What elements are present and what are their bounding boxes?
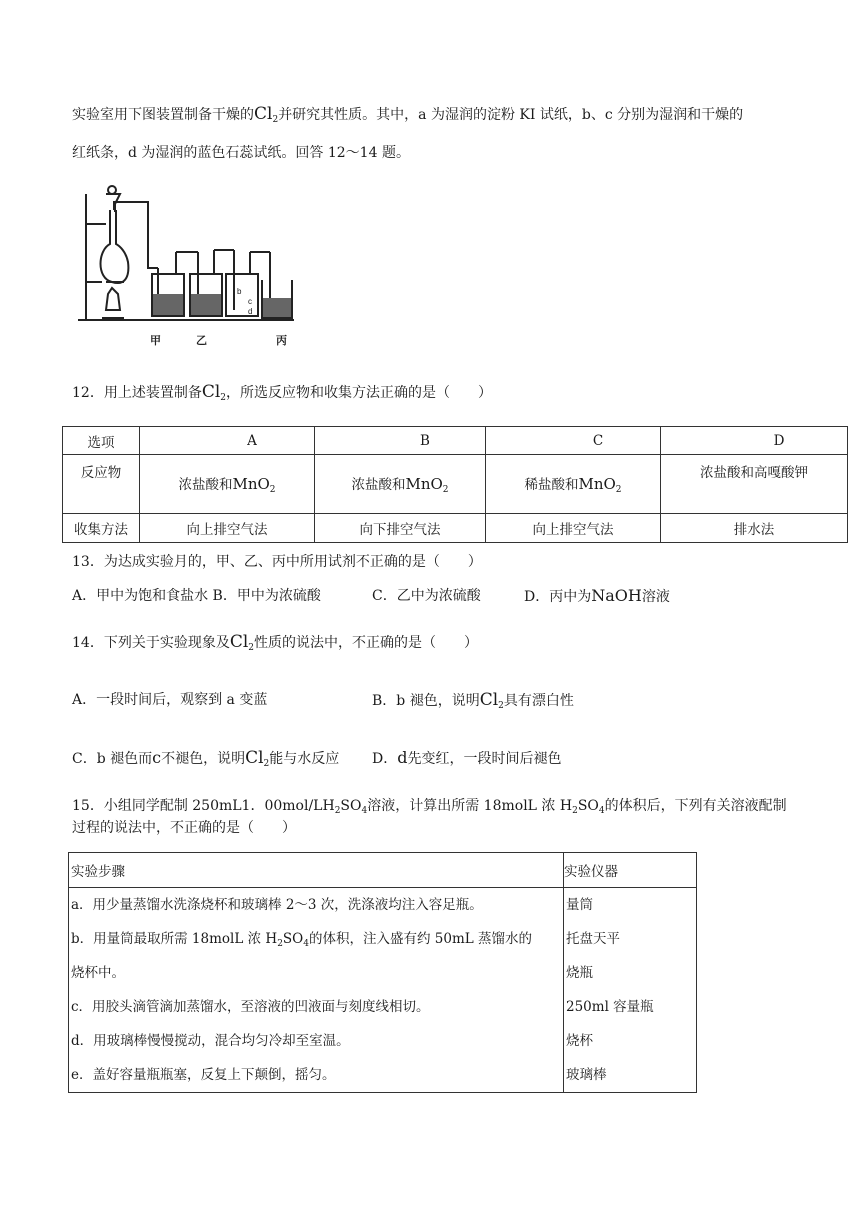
q14-option-c: C．b 褪色而c不褪色，说明$Cl_2$能与水反应 — [72, 748, 340, 769]
svg-text:b: b — [237, 287, 242, 296]
instrument-2: 托盘天平 — [566, 931, 620, 947]
instrument-3: 烧瓶 — [566, 965, 593, 981]
svg-text:d: d — [248, 307, 253, 316]
q15-header-steps: 实验步骤 — [69, 853, 564, 888]
q14-option-a: A．一段时间后，观察到 a 变蓝 — [72, 692, 268, 708]
q15-stem-line-2: 过程的说法中，不正确的是（ ） — [72, 820, 296, 836]
step-c: c．用胶头滴管滴加蒸馏水，至溶液的凹液面与刻度线相切。 — [71, 999, 430, 1015]
label-jia: 甲 — [150, 334, 161, 347]
q12-header-option: 选项 — [63, 427, 140, 455]
q15-header-instruments: 实验仪器 — [564, 853, 697, 888]
q15-steps-cell — [69, 888, 564, 1093]
q13-option-c: C．乙中为浓硫酸 — [372, 588, 481, 604]
step-a: a．用少量蒸馏水洗涤烧杯和玻璃棒 2～3 次，洗涤液均注入容足瓶。 — [71, 897, 483, 913]
svg-text:c: c — [248, 297, 252, 306]
q12-reactant-d: 浓盐酸和高嘎酸钾 — [661, 455, 848, 514]
q12-reactant-a: 浓盐酸和MnO$_2$ — [140, 455, 315, 514]
instrument-4: 250ml 容量瓶 — [566, 999, 654, 1015]
q12-collect-d: 排水法 — [661, 514, 848, 543]
q12-table — [62, 426, 848, 543]
q13-option-d: D．丙中为NaOH溶液 — [524, 586, 670, 605]
q14-option-d: D．d先变红，一段时间后褪色 — [372, 748, 562, 767]
q12-reactant-c: 稀盐酸和MnO$_2$ — [486, 455, 661, 514]
q12-header-d: D — [661, 427, 848, 455]
step-e: e．盖好容量瓶瓶塞，反复上下颠倒，摇匀。 — [71, 1067, 336, 1083]
q12-collect-label: 收集方法 — [63, 514, 140, 543]
q14-option-b: B．b 褪色，说明$Cl_2$具有漂白性 — [372, 690, 574, 711]
label-yi: 乙 — [196, 334, 207, 347]
q12-collect-a: 向上排空气法 — [140, 514, 315, 543]
q12-header-c: C — [486, 427, 661, 455]
q12-reactant-label: 反应物 — [63, 455, 140, 514]
q13-stem: 13．为达成实验月的，甲、乙、丙中所用试剂不正确的是（ ） — [72, 554, 482, 570]
q13-option-ab: A．甲中为饱和食盐水 B．甲中为浓硫酸 — [72, 588, 321, 604]
q15-instruments-cell — [564, 888, 697, 1093]
label-bing: 丙 — [276, 334, 287, 347]
step-b-line-1: b．用量筒最取所需 18molL 浓 $H_2SO_4$的体积，注入盛有约 50mL 蒸馏水的 — [71, 931, 533, 949]
q12-stem: 12．用上述装置制备$Cl_2$，所选反应物和收集方法正确的是（ ） — [72, 382, 493, 403]
q15-table — [68, 852, 697, 1093]
step-b-line-2: 烧杯中。 — [71, 965, 125, 981]
q15-stem-line-1: 15．小组同学配制 250mL1．$00mol/LH_2SO_4$溶液，计算出所需 18molL 浓 $H_2SO_4$的体积后，下列有关溶液配制 — [72, 798, 787, 816]
q12-collect-c: 向上排空气法 — [486, 514, 661, 543]
step-d: d．用玻璃棒慢慢搅动，混合均匀冷却至室温。 — [71, 1033, 350, 1049]
instrument-5: 烧杯 — [566, 1033, 593, 1049]
q12-header-a: A — [140, 427, 315, 455]
intro-line-1: 实验室用下图装置制备干燥的$Cl_2$并研究其性质。其中，a 为湿润的淀粉 KI 试纸，b、c 分别为湿润和干燥的 — [72, 104, 744, 125]
q12-collect-b: 向下排空气法 — [315, 514, 486, 543]
instrument-6: 玻璃棒 — [566, 1067, 607, 1083]
apparatus-diagram — [72, 182, 302, 352]
instrument-1: 量筒 — [566, 897, 593, 913]
q12-reactant-b: 浓盐酸和MnO$_2$ — [315, 455, 486, 514]
intro-line-2: 红纸条，d 为湿润的蓝色石蕊试纸。回答 12～14 题。 — [72, 145, 410, 161]
q14-stem: 14．下列关于实验现象及$Cl_2$性质的说法中，不正确的是（ ） — [72, 632, 479, 653]
q12-header-b: B — [315, 427, 486, 455]
